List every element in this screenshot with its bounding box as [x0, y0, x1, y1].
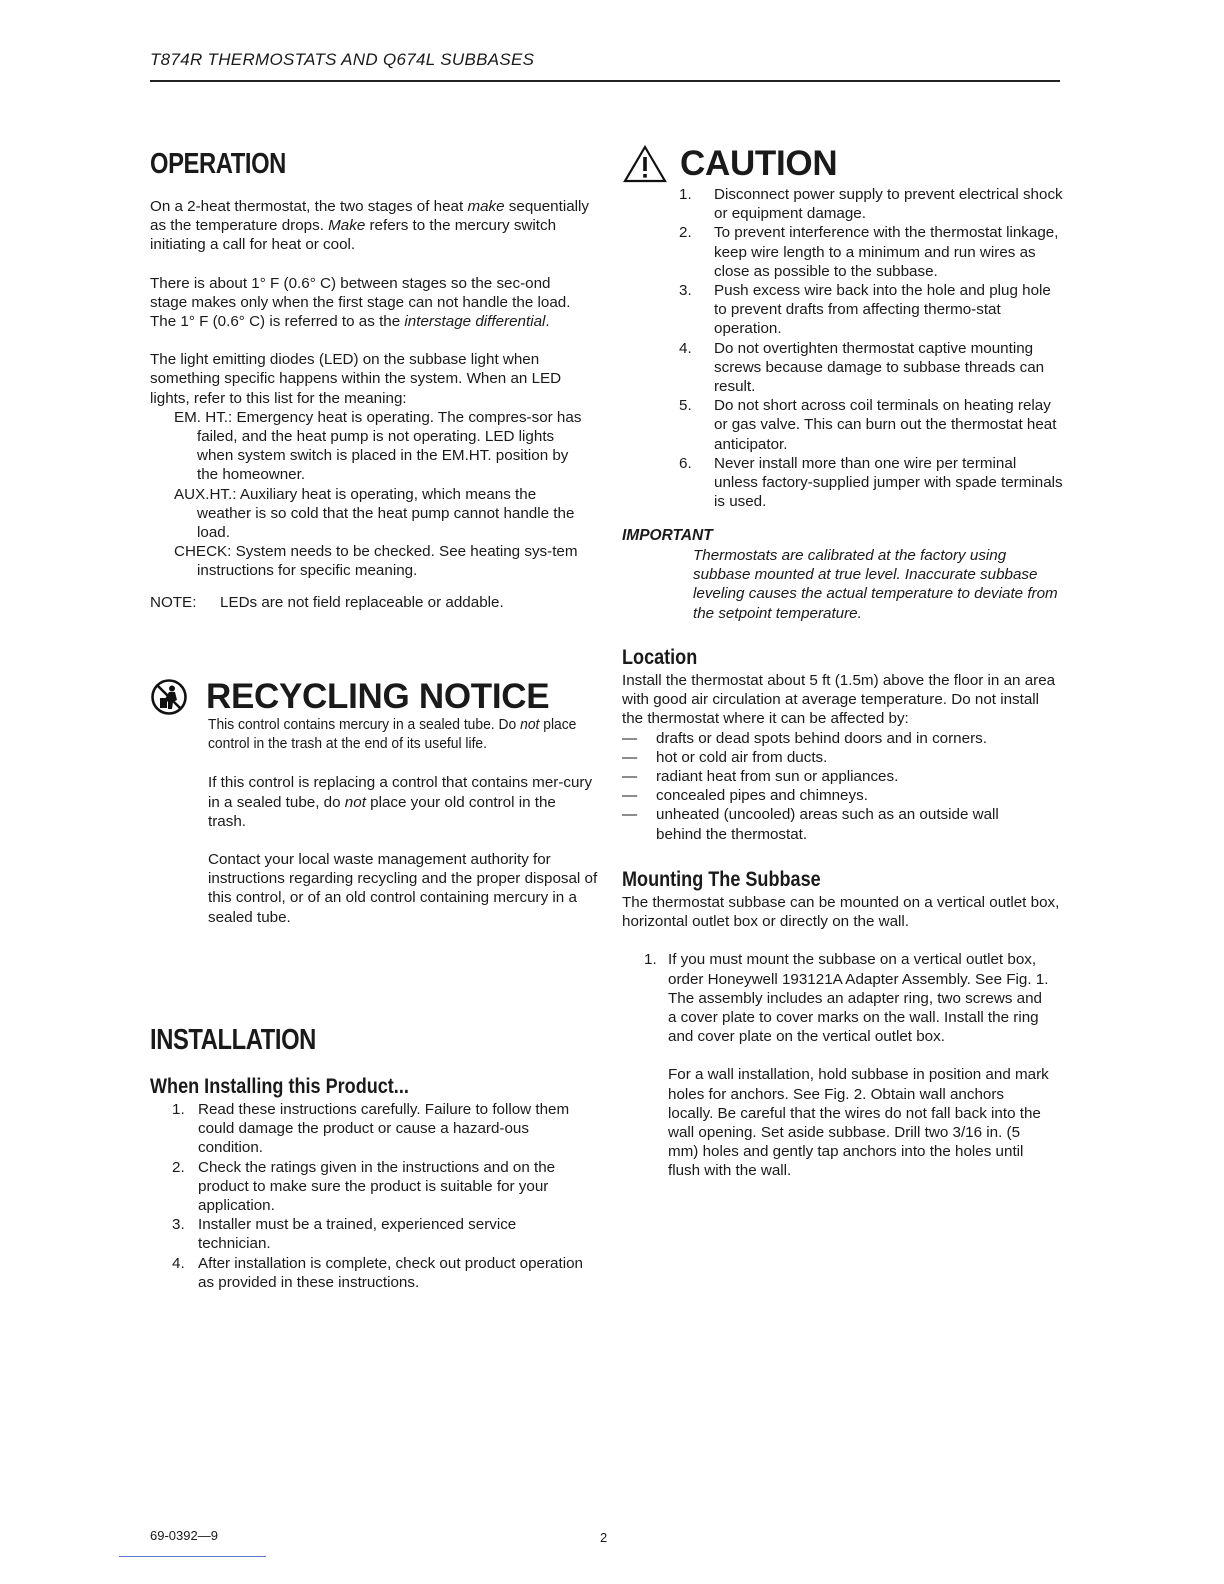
location-section [622, 646, 1062, 844]
list-item [679, 185, 1064, 223]
dash-bullet: — [622, 768, 638, 786]
item-number: 3. [679, 282, 692, 300]
item-text: After installation is complete, check out product operation as provided in these instructions. [198, 1254, 583, 1291]
emphasis-not: not [344, 793, 366, 811]
caution-heading: CAUTION [680, 144, 838, 183]
note-label: NOTE: [150, 593, 197, 611]
led-item-check: CHECK: System needs to be checked. See heating sys-tem instructions for specific meaning. [174, 543, 578, 580]
running-header: T874R THERMOSTATS AND Q674L SUBBASES [150, 50, 535, 69]
list-item [679, 396, 1064, 454]
important-text: Thermostats are calibrated at the factory using subbase mounted at true level. Inaccurate subbase leveling causes the actual temperature to deviate from the setpoint temperature. [693, 547, 1058, 622]
location-intro: Install the thermostat about 5 ft (1.5m) above the floor in an area with good air circulation at average temperature. Do not install the thermostat where it can be affected by: [622, 672, 1056, 728]
emphasis-not: not [520, 717, 540, 733]
item-text: Installer must be a trained, experienced service technician. [198, 1216, 517, 1253]
item-text: Never install more than one wire per terminal unless factory-supplied jumper with spade terminals is used. [714, 454, 1063, 511]
recycling-paragraph-3: Contact your local waste management authority for instructions regarding recycling and the proper disposal of this control, or of an old control containing mercury in a sealed tube. [208, 851, 598, 926]
operation-paragraph-3: The light emitting diodes (LED) on the subbase light when something specific happens within the system. When an LED lights, refer to this list for the meaning: [150, 351, 562, 407]
led-note [150, 593, 590, 612]
item-text: Disconnect power supply to prevent electrical shock or equipment damage. [714, 186, 1063, 223]
item-text: Do not short across coil terminals on heating relay or gas valve. This can burn out the thermostat heat anticipator. [714, 397, 1057, 453]
text-run: refers to the mercury switch initiating a call for heat or cool. [150, 217, 557, 254]
note-text: LEDs are not field replaceable or addable. [220, 593, 504, 611]
item-text: Do not overtighten thermostat captive mounting screws because damage to subbase threads can result. [714, 339, 1045, 396]
caution-section [622, 144, 1062, 511]
operation-heading: OPERATION [150, 148, 286, 180]
list-item [622, 729, 1062, 748]
when-installing-subheading: When Installing this Product... [150, 1075, 409, 1098]
dash-bullet: — [622, 748, 638, 766]
text-run: . [545, 313, 550, 331]
installation-heading: INSTALLATION [150, 1024, 316, 1056]
item-number: 4. [679, 339, 692, 357]
list-item [172, 1100, 590, 1158]
emphasis-make: Make [328, 217, 366, 235]
caution-list [622, 185, 1064, 511]
operation-paragraph-1 [150, 197, 590, 255]
recycling-heading: RECYCLING NOTICE [206, 677, 550, 716]
installation-section [150, 1024, 590, 1292]
text-run: This control contains mercury in a sealed tube. Do [208, 717, 521, 733]
operation-paragraph-2 [150, 274, 590, 332]
item-text: To prevent interference with the thermostat linkage, keep wire length to a minimum and run wires as close as possible to the subbase. [714, 224, 1059, 280]
dash-bullet: — [622, 787, 638, 805]
header-rule [150, 80, 1060, 82]
document-number: 69-0392—9 [150, 1528, 218, 1543]
list-item [679, 454, 1064, 512]
item-text: drafts or dead spots behind doors and in corners. [656, 729, 987, 747]
item-text: hot or cold air from ducts. [656, 748, 828, 766]
item-text: Read these instructions carefully. Failure to follow them could damage the product or cause a hazard-ous condition. [198, 1101, 570, 1157]
item-number: 6. [679, 454, 692, 472]
recycling-paragraph-1 [208, 716, 593, 754]
list-item [622, 767, 1062, 786]
footer-link-underline [119, 1556, 266, 1557]
list-item [679, 223, 1064, 281]
item-number: 4. [172, 1254, 185, 1272]
item-number: 1. [644, 951, 657, 969]
mounting-wall-installation-text: For a wall installation, hold subbase in position and mark holes for anchors. See Fig. 2. Obtain wall anchors locally. Be careful that the wires do not fall back into the wall opening. Set aside subbase. Drill two 3/16 in. (5 mm) holes and gently tap anchors into the holes until flush with the wall. [668, 1066, 1049, 1180]
text-run: There is about 1° F (0.6° C) between stages so the sec-ond stage makes only when the first stage can not handle the load. The 1° F (0.6° C) is referred to as the [150, 274, 571, 331]
item-number: 2. [679, 224, 692, 242]
list-item [622, 748, 1062, 767]
emphasis-interstage-differential: interstage differential [404, 313, 546, 331]
item-text: concealed pipes and chimneys. [656, 787, 868, 805]
text-run: place your old control in the trash. [208, 793, 556, 830]
mounting-step-1 [622, 950, 1062, 1180]
list-item [622, 805, 1062, 843]
list-item [172, 1215, 590, 1253]
page-number: 2 [600, 1530, 608, 1545]
list-item [679, 281, 1064, 339]
recycling-notice [150, 678, 600, 927]
mounting-heading: Mounting The Subbase [622, 868, 821, 891]
item-text: Push excess wire back into the hole and plug hole to prevent drafts from affecting thermo-stat operation. [714, 282, 1051, 338]
text-run: If this control is replacing a control that contains mer-cury in a sealed tube, do [208, 774, 593, 811]
operation-section [150, 148, 590, 181]
recycling-trash-icon [150, 678, 188, 716]
recycling-paragraph-2 [208, 773, 598, 831]
item-text: unheated (uncooled) areas such as an outside wall behind the thermostat. [656, 806, 999, 843]
mounting-step-1-text: If you must mount the subbase on a vertical outlet box, order Honeywell 193121A Adapter Assembly. See Fig. 1. The assembly includes an adapter ring, two screws and a cover plate to cover marks on the wall. Install the ring and cover plate on the vertical outlet box. [668, 951, 1049, 1046]
list-item [622, 786, 1062, 805]
item-text: radiant heat from sun or appliances. [656, 768, 899, 786]
important-block [622, 526, 1062, 623]
important-label: IMPORTANT [622, 527, 713, 544]
mounting-intro: The thermostat subbase can be mounted on a vertical outlet box, horizontal outlet box or directly on the wall. [622, 894, 1060, 931]
text-run: sequentially as the temperature drops. [150, 198, 590, 235]
dash-bullet: — [622, 806, 638, 824]
mounting-section [622, 868, 1062, 1181]
location-heading: Location [622, 646, 698, 669]
warning-triangle-icon [622, 144, 668, 184]
item-number: 2. [172, 1158, 185, 1176]
led-item-aux-ht: AUX.HT.: Auxiliary heat is operating, which means the weather is so cold that the heat pump cannot handle the load. [174, 485, 575, 542]
text-run: place control in the trash at the end of its useful life. [208, 717, 577, 753]
dash-bullet: — [622, 729, 638, 747]
list-item [679, 339, 1064, 397]
item-number: 1. [679, 186, 692, 203]
item-number: 1. [172, 1101, 185, 1118]
item-number: 3. [172, 1216, 185, 1234]
list-item [172, 1158, 590, 1216]
operation-body [150, 197, 590, 612]
text-run: On a 2-heat thermostat, the two stages of heat [150, 198, 468, 215]
led-item-em-ht: EM. HT.: Emergency heat is operating. The compres-sor has failed, and the heat pump is not operating. LED lights when system switch is placed in the EM.HT. position by the homeowner. [174, 408, 582, 484]
emphasis-make: make [467, 198, 505, 215]
location-list [622, 729, 1062, 844]
list-item [172, 1254, 590, 1292]
item-number: 5. [679, 397, 692, 415]
item-text: Check the ratings given in the instructions and on the product to make sure the product is suitable for your application. [198, 1158, 556, 1215]
installation-list [150, 1100, 590, 1292]
